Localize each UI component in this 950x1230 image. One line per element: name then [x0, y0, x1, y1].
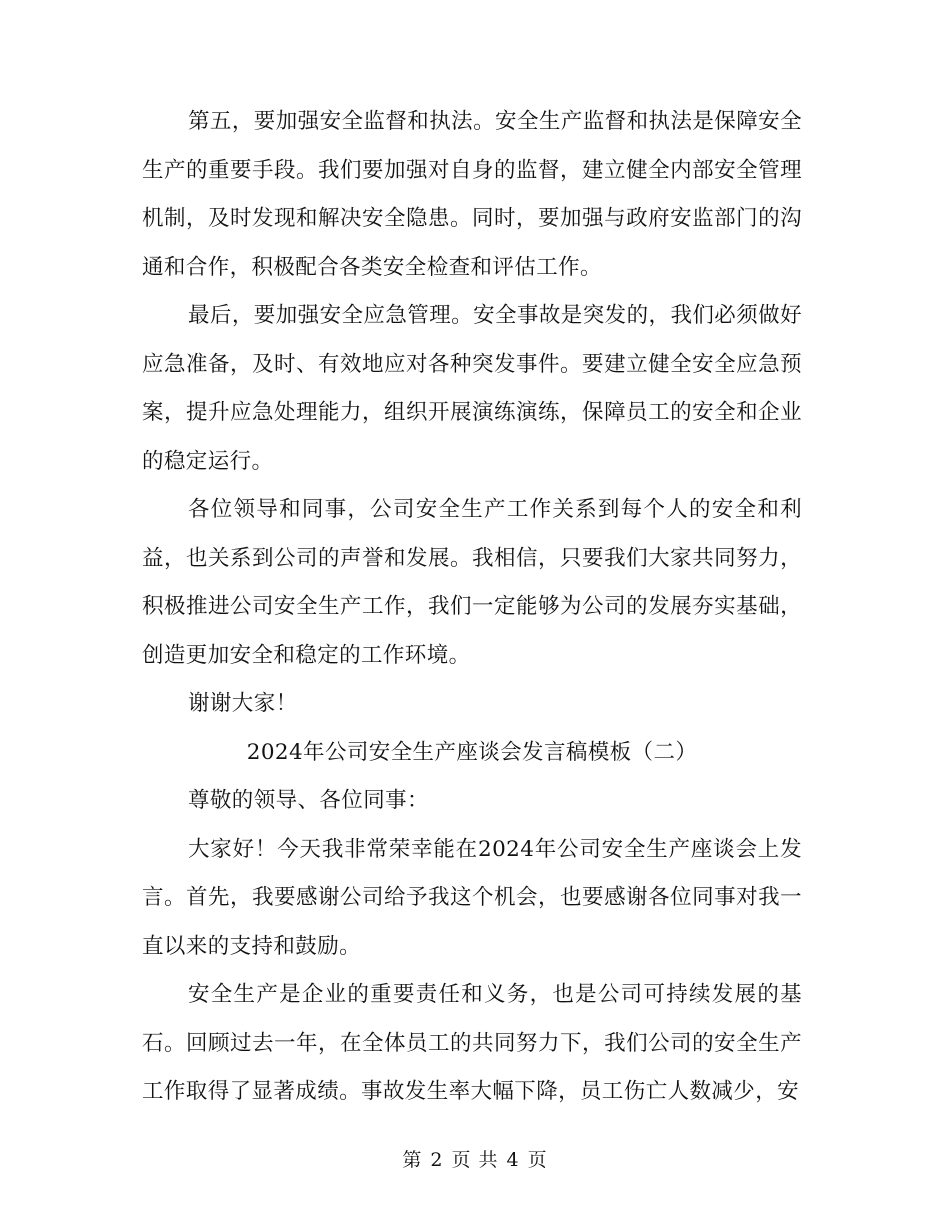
footer-page-number: 2 — [430, 1149, 444, 1171]
paragraph-greeting: 大家好！今天我非常荣幸能在2024年公司安全生产座谈会上发言。首先，我要感谢公司给予我这个机会，也要感谢各位同事对我一直以来的支持和鼓励。 — [142, 836, 802, 959]
section-title: 2024年公司安全生产座谈会发言稿模板（二） — [246, 739, 698, 765]
footer-mid: 页 共 — [451, 1149, 499, 1171]
footer-total-pages: 4 — [506, 1149, 520, 1171]
paragraph-conclusion: 各位领导和同事，公司安全生产工作关系到每个人的安全和利益，也关系到公司的声誉和发展。我相信，只要我们大家共同努力，积极推进公司安全生产工作，我们一定能够为公司的发展夯实基础，创造更加安全和稳定的工作环境。 — [142, 497, 802, 668]
page-footer — [0, 1145, 950, 1172]
footer-suffix: 页 — [527, 1149, 548, 1171]
paragraph-safety-review: 安全生产是企业的重要责任和义务，也是公司可持续发展的基石。回顾过去一年，在全体员工的共同努力下，我们公司的安全生产工作取得了显著成绩。事故发生率大幅下降，员工伤亡人数减少，安 — [142, 982, 802, 1104]
paragraph-thanks: 谢谢大家！ — [188, 691, 298, 716]
footer-prefix: 第 — [402, 1149, 423, 1171]
paragraph-emergency: 最后，要加强安全应急管理。安全事故是突发的，我们必须做好应急准备，及时、有效地应对各种突发事件。要建立健全安全应急预案，提升应急处理能力，组织开展演练演练，保障员工的安全和企业的稳定运行。 — [142, 303, 802, 474]
paragraph-salutation: 尊敬的领导、各位同事： — [188, 788, 429, 813]
document-body — [142, 98, 802, 1117]
paragraph-supervision: 第五，要加强安全监督和执法。安全生产监督和执法是保障安全生产的重要手段。我们要加强对自身的监督，建立健全内部安全管理机制，及时发现和解决安全隐患。同时，要加强与政府安监部门的沟通和合作，积极配合各类安全检查和评估工作。 — [142, 109, 802, 280]
